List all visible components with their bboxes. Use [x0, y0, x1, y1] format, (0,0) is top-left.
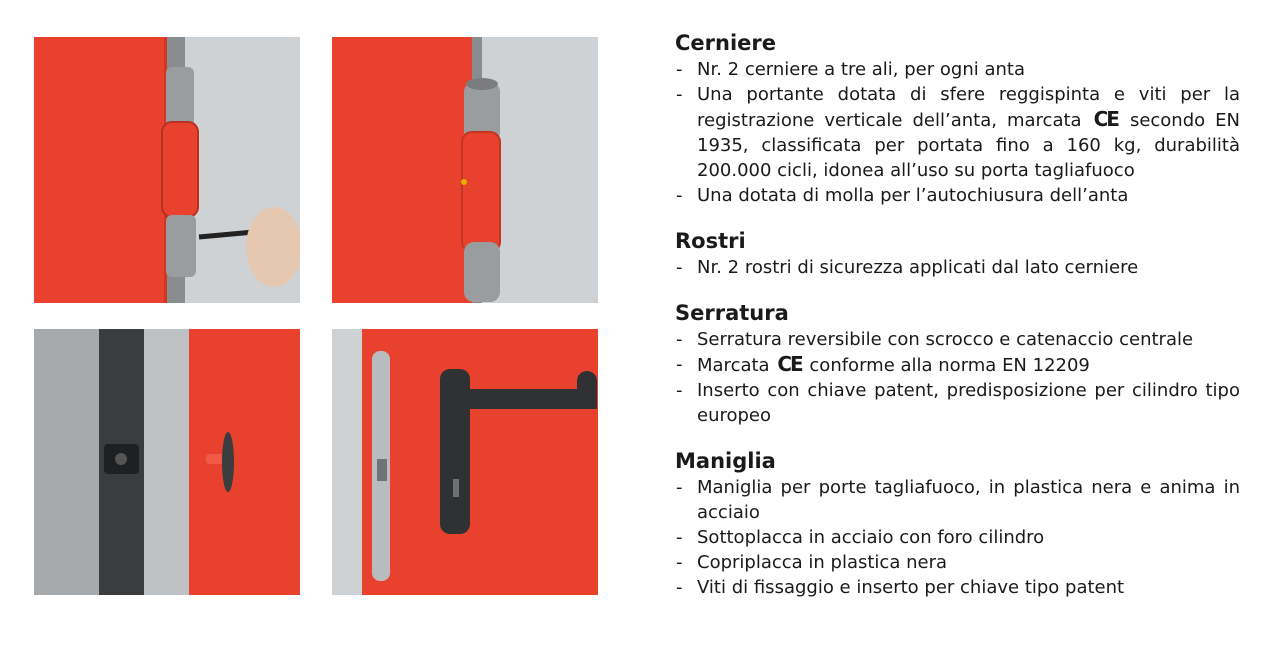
section-title: Cerniere: [675, 31, 777, 55]
photo-hinge-allen-key: [34, 37, 300, 303]
hinge-allen-key-illustration: [34, 37, 300, 303]
item-list: [675, 475, 1240, 600]
item-text: Sottoplacca in acciaio con foro cilindro: [697, 527, 1045, 548]
section-title: Rostri: [675, 229, 746, 253]
item-text: Serratura reversibile con scrocco e catenaccio centrale: [697, 329, 1194, 350]
section-serratura: [675, 300, 1240, 428]
item-text: Inserto con chiave patent, predisposizione per cilindro tipo europeo: [697, 380, 1240, 426]
hinge-closeup-illustration: [332, 37, 598, 303]
item-list: [675, 255, 1240, 280]
item-text: Una dotata di molla per l’autochiusura dell’anta: [697, 185, 1129, 206]
item-text: Copriplacca in plastica nera: [697, 552, 947, 573]
item-text: conforme alla norma EN 12209: [809, 355, 1090, 376]
list-item: [675, 352, 1240, 378]
item-list: [675, 327, 1240, 428]
frame-stud-illustration: [34, 329, 300, 595]
item-text: Nr. 2 rostri di sicurezza applicati dal lato cerniere: [697, 257, 1139, 278]
item-text: Maniglia per porte tagliafuoco, in plastica nera e anima in acciaio: [697, 477, 1240, 523]
section-maniglia: [675, 448, 1240, 600]
item-text: Marcata: [697, 355, 770, 376]
ce-mark: CE: [1093, 107, 1118, 131]
section-title: Serratura: [675, 301, 789, 325]
photo-hinge-closeup: [332, 37, 598, 303]
ce-mark: CE: [777, 352, 802, 376]
list-item: [675, 525, 1240, 550]
section-rostri: [675, 228, 1240, 280]
list-item: [675, 475, 1240, 525]
handle-lock-illustration: [332, 329, 598, 595]
list-item: [675, 183, 1240, 208]
list-item: [675, 378, 1240, 428]
list-item: [675, 82, 1240, 183]
section-cerniere: [675, 30, 1240, 208]
photo-frame-security-stud: [34, 329, 300, 595]
list-item: [675, 327, 1240, 352]
item-list: [675, 57, 1240, 208]
photo-handle-lock: [332, 329, 598, 595]
list-item: [675, 575, 1240, 600]
list-item: [675, 550, 1240, 575]
item-text: Nr. 2 cerniere a tre ali, per ogni anta: [697, 59, 1025, 80]
item-text: Una portante dotata di sfere reggispinta e viti per la registrazione verticale dell’anta, marcata: [697, 84, 1240, 131]
section-title: Maniglia: [675, 449, 776, 473]
list-item: [675, 57, 1240, 82]
spec-list: [675, 30, 1240, 620]
list-item: [675, 255, 1240, 280]
item-text: secondo EN 1935, classificata per portata fino a 160 kg, durabilità 200.000 cicli, idonea all’uso su porta tagliafuoco: [697, 110, 1240, 181]
item-text: Viti di fissaggio e inserto per chiave tipo patent: [697, 577, 1125, 598]
